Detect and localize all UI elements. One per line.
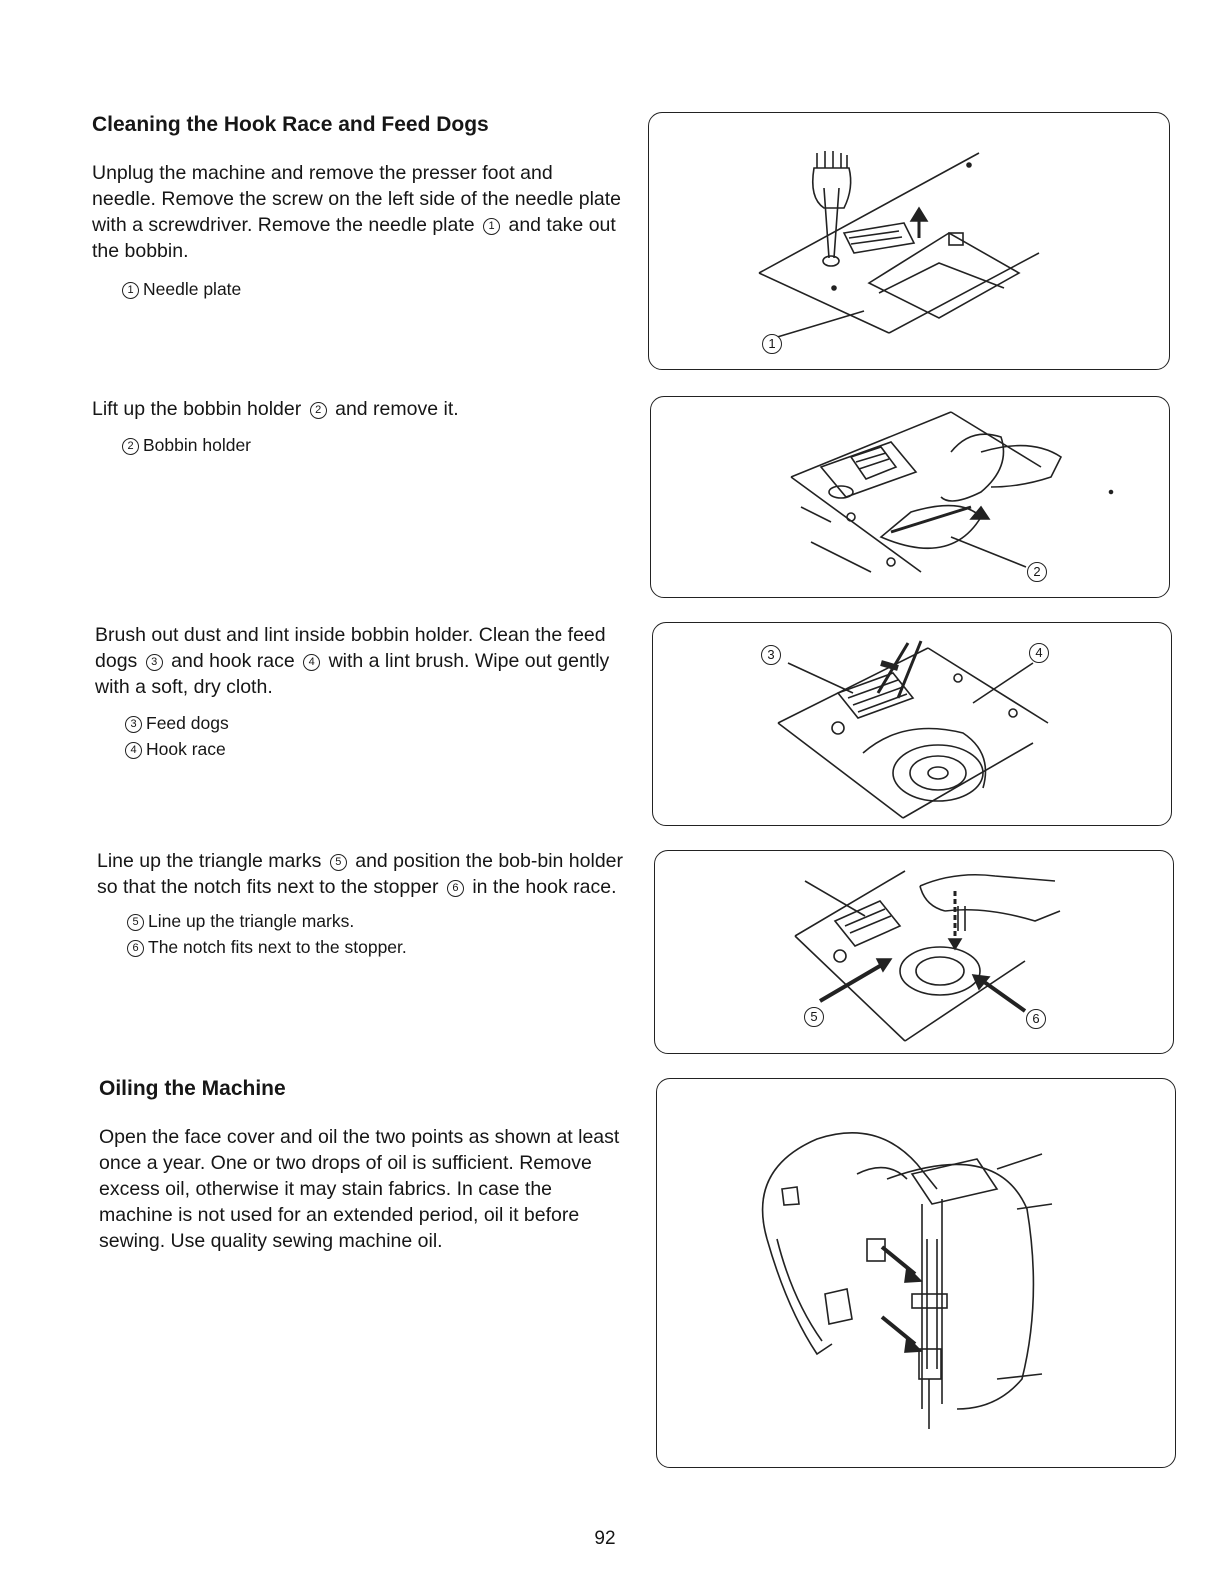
ref-marker-6: 6 (447, 880, 464, 897)
figure-callout-4: 4 (1029, 643, 1049, 663)
figure-needle-plate (648, 112, 1170, 370)
section-brush-out (95, 622, 625, 762)
figure-oiling-points (656, 1078, 1176, 1468)
oiling-illustration (657, 1079, 1175, 1467)
ref-marker-2: 2 (310, 402, 327, 419)
ref-marker-4: 4 (303, 654, 320, 671)
note-item: 2 Bobbin holder (122, 432, 622, 458)
body-text-step1: Unplug the machine and remove the presser foot and needle. Remove the screw on the left side of the needle plate with a screwdriver. Remove the needle plate 1 and take out the bobbin. (92, 162, 622, 262)
body-text-step3: Brush out dust and lint inside bobbin holder. Clean the feed dogs 3 and hook race 4 with a lint brush. Wipe out gently with a soft, dry cloth. (95, 624, 610, 698)
figure-callout-3: 3 (761, 645, 781, 665)
triangle-marks-illustration (655, 851, 1173, 1053)
body-text-oiling: Open the face cover and oil the two points as shown at least once a year. One or two drops of oil is sufficient. Remove excess oil, otherwise it may stain fabrics. In case the machine is not used for an extended period, oil it before sewing. Use quality sewing machine oil. (99, 1126, 620, 1252)
section-title-oiling: Oiling the Machine (99, 1077, 286, 1100)
figure-callout-2: 2 (1027, 562, 1047, 582)
note-item: 5 Line up the triangle marks. (127, 908, 627, 934)
notes-step4 (127, 908, 627, 960)
section-oiling (99, 1076, 629, 1254)
notes-step3 (125, 710, 625, 762)
note-item: 3 Feed dogs (125, 710, 625, 736)
body-text-step4: Line up the triangle marks 5 and position the bob-bin holder so that the notch fits next to the stopper 6 in the hook race. (97, 850, 624, 898)
ref-marker-1: 1 (483, 218, 500, 235)
needle-plate-illustration (649, 113, 1169, 369)
figure-feed-dogs-hook-race (652, 622, 1172, 826)
notes-step2 (122, 432, 622, 458)
ref-marker-3: 3 (146, 654, 163, 671)
figure-callout-6: 6 (1026, 1009, 1046, 1029)
figure-triangle-marks (654, 850, 1174, 1054)
note-item: 1 Needle plate (122, 276, 622, 302)
ref-marker-5: 5 (330, 854, 347, 871)
section-bobbin-holder (92, 396, 622, 458)
feed-dogs-illustration (653, 623, 1171, 825)
figure-bobbin-holder (650, 396, 1170, 598)
notes-step1 (122, 276, 622, 302)
figure-callout-5: 5 (804, 1007, 824, 1027)
bobbin-holder-illustration (651, 397, 1169, 597)
section-cleaning (92, 112, 622, 302)
section-triangle-marks (97, 848, 627, 960)
note-item: 4 Hook race (125, 736, 625, 762)
note-item: 6 The notch fits next to the stopper. (127, 934, 627, 960)
section-title-cleaning: Cleaning the Hook Race and Feed Dogs (92, 113, 489, 136)
page-number: 92 (594, 1528, 616, 1549)
figure-callout-1: 1 (762, 334, 782, 354)
body-text-step2: Lift up the bobbin holder 2 and remove it. (92, 398, 459, 420)
